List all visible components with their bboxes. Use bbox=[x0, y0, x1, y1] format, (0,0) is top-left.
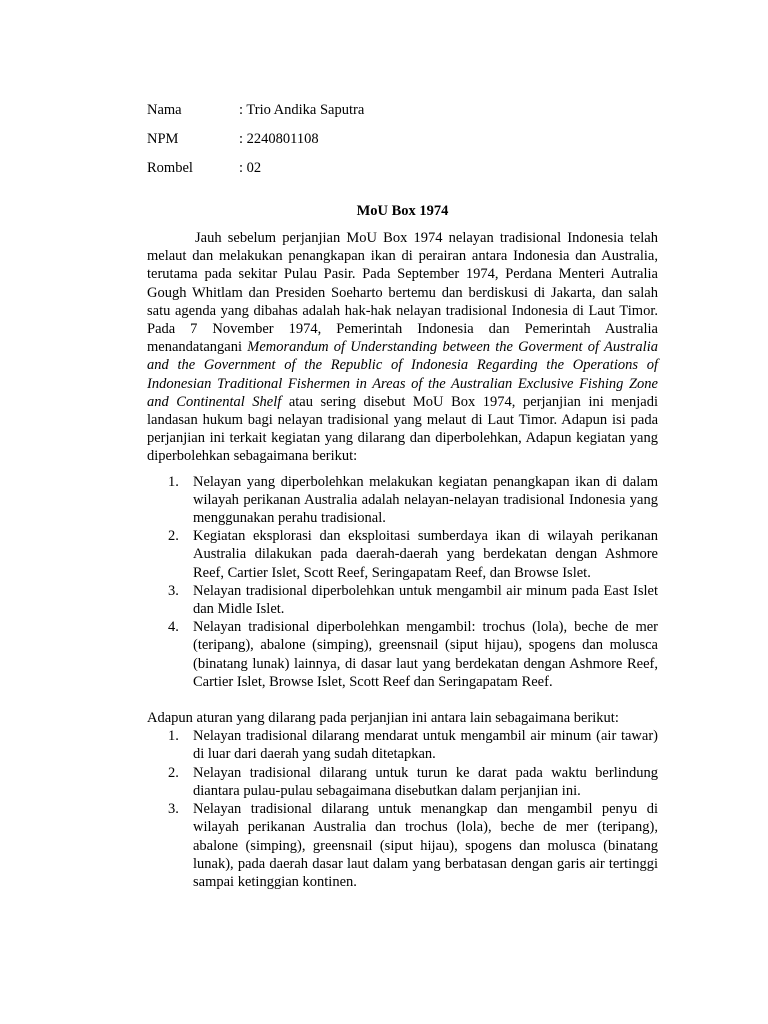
list-text: Nelayan tradisional dilarang untuk turun ke darat pada waktu berlindung diantara pulau-pulau sebagaimana disebutkan dalam perjanjian ini. bbox=[193, 764, 658, 799]
list-number: 2. bbox=[168, 528, 179, 545]
info-row-rombel bbox=[147, 158, 658, 187]
info-value: : 02 bbox=[239, 160, 262, 176]
list-item bbox=[147, 727, 658, 763]
prohibited-intro: Adapun aturan yang dilarang pada perjanjian ini antara lain sebagaimana berikut: bbox=[147, 710, 619, 727]
student-info bbox=[147, 100, 658, 187]
list-item bbox=[147, 618, 658, 691]
list-text: Kegiatan eksplorasi dan eksploitasi sumberdaya ikan di wilayah perikanan Australia dilakukan pada daerah-daerah yang berdekatan dengan Ashmore Reef, Cartier Islet, Scott Reef, Seringapatam Reef, dan Browse Islet. bbox=[193, 528, 658, 581]
list-text: Nelayan tradisional dilarang untuk menangkap dan mengambil penyu di wilayah perikanan Australia dan trochus (lola), beche de mer (teripang), abalone (simping), greensnail (siput hijau), spogens dan molusca (binatang lunak), pada daerah dasar laut dalam yang berbatasan dengan garis air tertinggi sampai ketinggian kontinen. bbox=[193, 801, 658, 890]
list-number: 3. bbox=[168, 582, 179, 599]
info-label: NPM bbox=[147, 131, 179, 147]
intro-text-after: atau sering disebut MoU Box 1974, perjanjian ini menjadi landasan hukum bagi nelayan tradisional yang melaut di Laut Timor. Adapun isi pada perjanjian ini terkait kegiatan yang dilarang dan diperbolehkan, Adapun kegiatan yang diperbolehkan sebagaimana berikut: bbox=[147, 393, 658, 465]
list-item bbox=[147, 527, 658, 582]
spacer bbox=[147, 691, 658, 709]
info-value: : 2240801108 bbox=[239, 131, 319, 147]
list-text: Nelayan yang diperbolehkan melakukan kegiatan penangkapan ikan di dalam wilayah perikanan Australia adalah nelayan-nelayan tradisional Indonesia yang menggunakan perahu tradisional. bbox=[193, 473, 658, 527]
list-item bbox=[147, 800, 658, 891]
list-text: Nelayan tradisional dilarang mendarat untuk mengambil air minum (air tawar) di luar dari daerah yang sudah ditetapkan. bbox=[193, 728, 658, 763]
document-title: MoU Box 1974 bbox=[356, 203, 449, 219]
intro-text-italic: Memorandum of Understanding between the Goverment of Australia and the Government of the Republic of Indonesia Regarding the Operations of Indonesian Traditional Fishermen in Areas of the Australian Exclusive Fishing Zone and Continental Shelf bbox=[147, 339, 658, 410]
intro-text-before: Jauh sebelum perjanjian MoU Box 1974 nelayan tradisional Indonesia telah melaut dan melakukan penangkapan ikan di perairan antara Indonesia dan Australia, terutama pada sekitar Pulau Pasir. Pada September 1974, Perdana Menteri Autralia Gough Whitlam dan Presiden Soeharto bertemu dan berdiskusi di Jakarta, dan salah satu agenda yang dibahas adalah hak-hak nelayan tradisional Indonesia di Laut Timor. Pada 7 November 1974, Pemerintah Indonesia dan Pemerintah Australia menandatangani bbox=[147, 230, 658, 356]
document-page bbox=[147, 100, 658, 891]
allowed-list bbox=[147, 473, 658, 691]
list-text: Nelayan tradisional diperbolehkan untuk mengambil air minum pada East Islet dan Midle Islet. bbox=[193, 582, 658, 618]
info-row-npm bbox=[147, 129, 658, 158]
list-number: 1. bbox=[168, 728, 179, 745]
list-number: 3. bbox=[168, 801, 179, 818]
intro-paragraph bbox=[147, 229, 658, 466]
list-item bbox=[147, 582, 658, 618]
prohibited-list bbox=[147, 727, 658, 891]
list-item bbox=[147, 473, 658, 528]
info-row-nama bbox=[147, 100, 658, 129]
list-text: Nelayan tradisional diperbolehkan mengambil: trochus (lola), beche de mer (teripang), abalone (simping), greensnail (siput hijau), spogens dan molusca (binatang lunak) lainnya, di dasar laut yang berdekatan dengan Ashmore Reef, Cartier Islet, Browse Islet, Scott Reef dan Seringapatam Reef. bbox=[193, 619, 658, 690]
info-value: : Trio Andika Saputra bbox=[239, 102, 365, 118]
list-number: 2. bbox=[168, 764, 179, 781]
list-item bbox=[147, 764, 658, 800]
list-number: 1. bbox=[168, 473, 179, 490]
info-label: Rombel bbox=[147, 160, 193, 176]
info-label: Nama bbox=[147, 102, 182, 118]
list-number: 4. bbox=[168, 619, 179, 636]
